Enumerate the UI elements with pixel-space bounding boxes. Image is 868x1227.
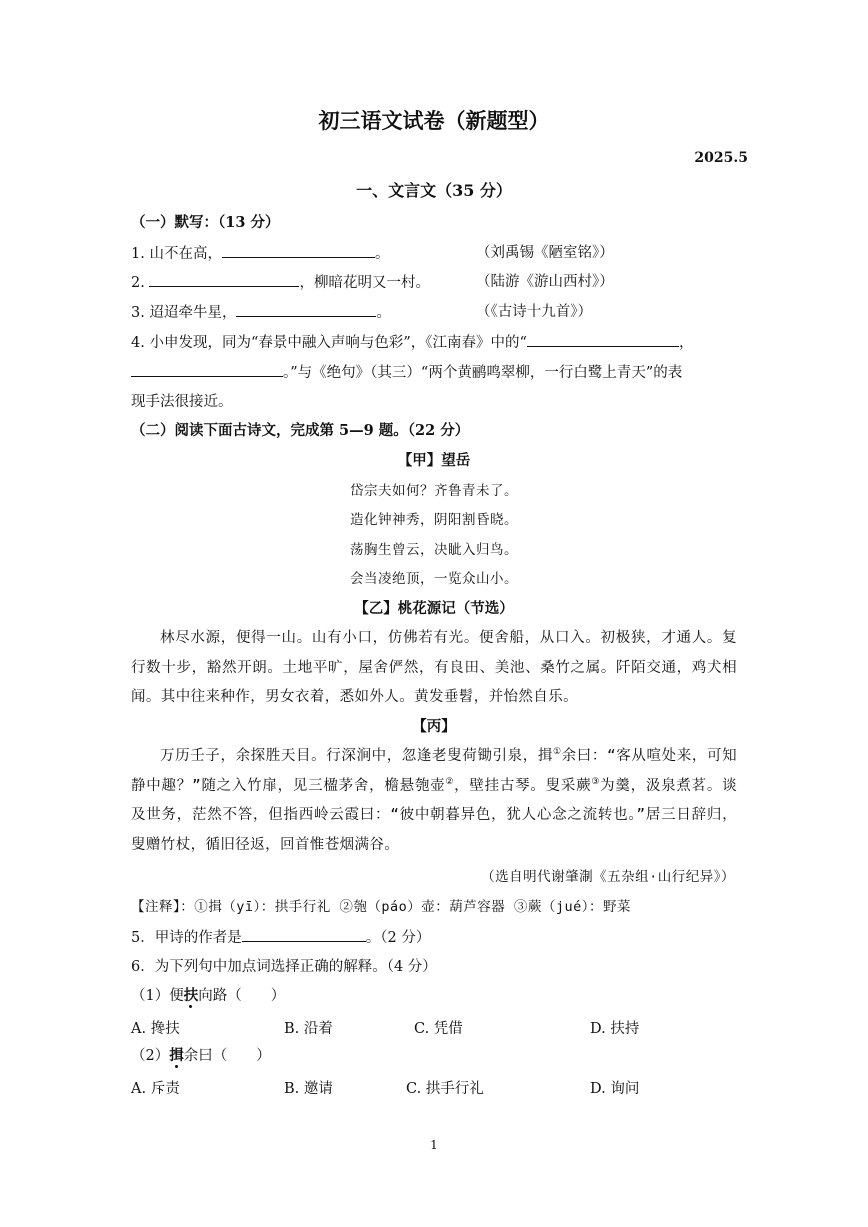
- bing-seg-c: ，壁挂古琴。叟采蕨: [454, 777, 592, 794]
- question-2: [131, 272, 430, 293]
- question-4-line3: 现手法很接近。: [131, 394, 233, 410]
- poem-jia-title: 【甲】望岳: [397, 452, 471, 469]
- q4-mid: ，: [678, 335, 694, 351]
- text-yi-body: [131, 624, 737, 713]
- q2-pre: 2.: [131, 275, 150, 291]
- q6-2-option-c[interactable]: C. 拱手行礼: [406, 1081, 484, 1097]
- text-bing-title: 【丙】: [412, 718, 456, 735]
- q6-1-pre: （1）便: [131, 988, 184, 1004]
- poem-line: 造化钟神秀，阴阳割昏晓。: [350, 512, 518, 528]
- page-number: 1: [430, 1138, 438, 1152]
- q6-1-option-d[interactable]: D. 扶持: [590, 1021, 640, 1037]
- q4-post: 。”与《绝句》（其三）“两个黄鹂鸣翠柳，一行白鹭上青天”的表: [283, 365, 683, 381]
- bing-seg-d: 为羹，汲泉煮茗。谈及世务，茫然不答，但指西岭云霞曰：“彼中朝暮异色，犹人心念之流转也。”居三日辞归，叟赠竹杖，循旧径返，回首惟苍烟满谷。: [131, 777, 737, 853]
- q5-answer-blank[interactable]: [242, 927, 366, 942]
- q2-post: ，柳暗花明又一村。: [299, 275, 430, 291]
- q1-post: 。: [374, 246, 390, 262]
- footnote-mark-2: ②: [445, 776, 455, 787]
- text-yi-title: 【乙】桃花源记（节选）: [354, 600, 514, 617]
- q4-pre: 4. 小申发现，同为“春景中融入声响与色彩”，《江南春》中的“: [131, 335, 527, 351]
- text-bing-body: [131, 742, 737, 860]
- q6-2-pre: （2）: [131, 1048, 170, 1064]
- q5-post: 。（2 分）: [365, 930, 431, 946]
- q1-answer-blank[interactable]: [222, 243, 375, 258]
- q3-answer-blank[interactable]: [236, 302, 376, 317]
- footnote-mark-3: ③: [591, 776, 601, 787]
- bing-seg-a: 万历壬子，余探胜天目。行深涧中，忽逢老叟荷锄引泉，揖: [160, 748, 553, 764]
- question-6: 6．为下列句中加点词选择正确的解释。（4 分）: [131, 959, 437, 975]
- question-6-1: [131, 986, 285, 1006]
- q6-2-option-a[interactable]: A. 斥责: [131, 1081, 180, 1097]
- q4-answer-blank-2[interactable]: [131, 362, 283, 377]
- question-3: [131, 302, 391, 323]
- q6-1-option-c[interactable]: C. 凭借: [414, 1021, 463, 1037]
- q1-source: （刘禹锡《陋室铭》）: [476, 245, 614, 261]
- q6-1-option-b[interactable]: B. 沿着: [284, 1021, 333, 1037]
- part2-heading: （二）阅读下面古诗文，完成第 5—9 题。（22 分）: [131, 422, 470, 439]
- text-bing-paragraph: [131, 742, 737, 860]
- exam-date: 2025.5: [694, 150, 748, 166]
- q4-answer-blank-1[interactable]: [527, 332, 679, 347]
- q3-post: 。: [376, 305, 391, 321]
- q6-2-option-d[interactable]: D. 询问: [590, 1081, 640, 1097]
- q6-2-post: 余曰（ ）: [183, 1048, 271, 1064]
- q6-1-dotted-word: 扶: [183, 987, 199, 1004]
- text-bing-source: （选自明代谢肇淛《五杂组·山行纪异》）: [481, 869, 735, 885]
- part1-heading: （一）默写：（13 分）: [131, 214, 280, 231]
- q1-pre: 1. 山不在高，: [131, 246, 222, 262]
- annotations: 【注释】：①揖（yī）：拱手行礼 ②匏（páo）壶：葫芦容器 ③蕨（jué）：野菜: [131, 899, 632, 915]
- q6-2-option-b[interactable]: B. 邀请: [284, 1081, 333, 1097]
- page-title: 初三语文试卷（新题型）: [318, 108, 550, 133]
- q6-1-option-a[interactable]: A. 搀扶: [131, 1021, 180, 1037]
- q2-source: （陆游《游山西村》）: [476, 274, 614, 290]
- footnote-mark-1: ①: [552, 747, 562, 758]
- q3-source: （《古诗十九首》）: [476, 304, 592, 320]
- text-yi-paragraph: 林尽水源，便得一山。山有小口，仿佛若有光。便舍船，从口入。初极狭，才通人。复行数十步，豁然开朗。土地平旷，屋舍俨然，有良田、美池、桑竹之属。阡陌交通，鸡犬相闻。其中往来种作，男女衣着，悉如外人。黄发垂髫，并怡然自乐。: [131, 630, 737, 705]
- q6-1-post: 向路（ ）: [198, 988, 286, 1004]
- question-1: [131, 243, 389, 264]
- poem-line: 荡胸生曾云，决眦入归鸟。: [350, 542, 518, 558]
- q6-2-dotted-word: 揖: [169, 1047, 184, 1064]
- bing-seg-b: 余曰：“客从喧处来，可知静中趣？”随之入竹扉，见三楹茅舍，檐悬匏壶: [131, 748, 737, 794]
- question-5: [131, 927, 430, 948]
- q3-pre: 3. 迢迢牵牛星，: [131, 305, 237, 321]
- poem-line: 岱宗夫如何？齐鲁青未了。: [350, 483, 518, 499]
- question-4-line1: [131, 332, 693, 353]
- q2-answer-blank[interactable]: [149, 272, 299, 287]
- section-heading: 一、文言文（35 分）: [356, 181, 512, 200]
- poem-line: 会当凌绝顶，一览众山小。: [350, 571, 518, 587]
- question-6-2: [131, 1046, 271, 1066]
- q5-pre: 5．甲诗的作者是: [131, 930, 242, 946]
- question-4-line2: [131, 362, 682, 383]
